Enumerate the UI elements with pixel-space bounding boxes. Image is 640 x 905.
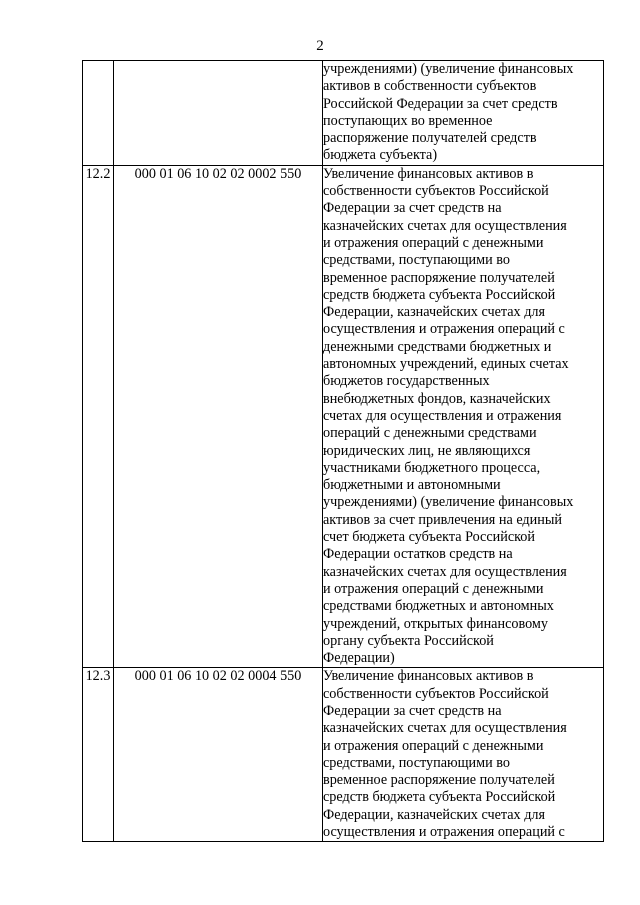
description-line: органу субъекта Российской	[323, 632, 494, 649]
code-cell	[114, 61, 323, 166]
description-line: казначейских счетах для осуществления	[323, 720, 567, 737]
page-number: 2	[316, 38, 324, 54]
description-line: и отражения операций с денежными	[323, 234, 544, 251]
description-line: Федерации за счет средств на	[323, 200, 502, 217]
description-line: учреждениями) (увеличение финансовых	[323, 494, 574, 511]
description-line: автономных учреждений, единых счетах	[323, 356, 569, 373]
description-line: средствами бюджетных и автономных	[323, 598, 554, 615]
description-line: собственности субъектов Российской	[323, 685, 549, 702]
code-cell: 000 01 06 10 02 02 0002 550	[114, 165, 323, 668]
description-line: Федерации, казначейских счетах для	[323, 806, 546, 823]
description-line: и отражения операций с денежными	[323, 580, 544, 597]
description-line: Увеличение финансовых активов в	[323, 668, 534, 685]
description-line: участниками бюджетного процесса,	[323, 459, 541, 476]
budget-classification-table	[82, 60, 604, 842]
description-cell	[323, 165, 604, 668]
description-line: юридических лиц, не являющихся	[323, 442, 531, 459]
description-line: Увеличение финансовых активов в	[323, 165, 534, 182]
description-line: распоряжение получателей средств	[323, 130, 537, 147]
description-line: поступающих во временное	[323, 112, 493, 129]
description-line: учреждениями) (увеличение финансовых	[323, 61, 574, 77]
description-line: средствами, поступающими во	[323, 754, 510, 771]
description-line: внебюджетных фондов, казначейских	[323, 390, 551, 407]
table-row	[83, 61, 604, 166]
description-line: Федерации)	[323, 650, 395, 667]
description-line: операций с денежными средствами	[323, 425, 537, 442]
table-row	[83, 668, 604, 842]
description-line: казначейских счетах для осуществления	[323, 563, 567, 580]
table-row	[83, 165, 604, 668]
description-cell	[323, 61, 604, 166]
description-line: средств бюджета субъекта Российской	[323, 286, 556, 303]
description-line: и отражения операций с денежными	[323, 737, 544, 754]
description-line: Федерации, казначейских счетах для	[323, 304, 546, 321]
description-line: казначейских счетах для осуществления	[323, 217, 567, 234]
description-line: учреждений, открытых финансовому	[323, 615, 548, 632]
description-line: активов в собственности субъектов	[323, 78, 537, 95]
description-line: активов за счет привлечения на единый	[323, 511, 562, 528]
description-line: собственности субъектов Российской	[323, 183, 549, 200]
row-number-cell	[83, 61, 114, 166]
code-cell: 000 01 06 10 02 02 0004 550	[114, 668, 323, 842]
description-cell	[323, 668, 604, 842]
description-line: временное распоряжение получателей	[323, 772, 555, 789]
description-line: Федерации за счет средств на	[323, 702, 502, 719]
description-line: денежными средствами бюджетных и	[323, 338, 552, 355]
description-line: временное распоряжение получателей	[323, 269, 555, 286]
description-line: бюджета субъекта)	[323, 147, 438, 164]
description-line: бюджетными и автономными	[323, 477, 501, 494]
row-number-cell: 12.3	[83, 668, 114, 842]
row-number-cell: 12.2	[83, 165, 114, 668]
description-line: счет бюджета субъекта Российской	[323, 529, 535, 546]
description-line: средствами, поступающими во	[323, 252, 510, 269]
description-line: средств бюджета субъекта Российской	[323, 789, 556, 806]
description-line: осуществления и отражения операций с	[323, 321, 565, 338]
description-line: осуществления и отражения операций с	[323, 824, 565, 841]
description-line: Российской Федерации за счет средств	[323, 95, 558, 112]
description-line: Федерации остатков средств на	[323, 546, 513, 563]
description-line: счетах для осуществления и отражения	[323, 407, 562, 424]
description-line: бюджетов государственных	[323, 373, 490, 390]
